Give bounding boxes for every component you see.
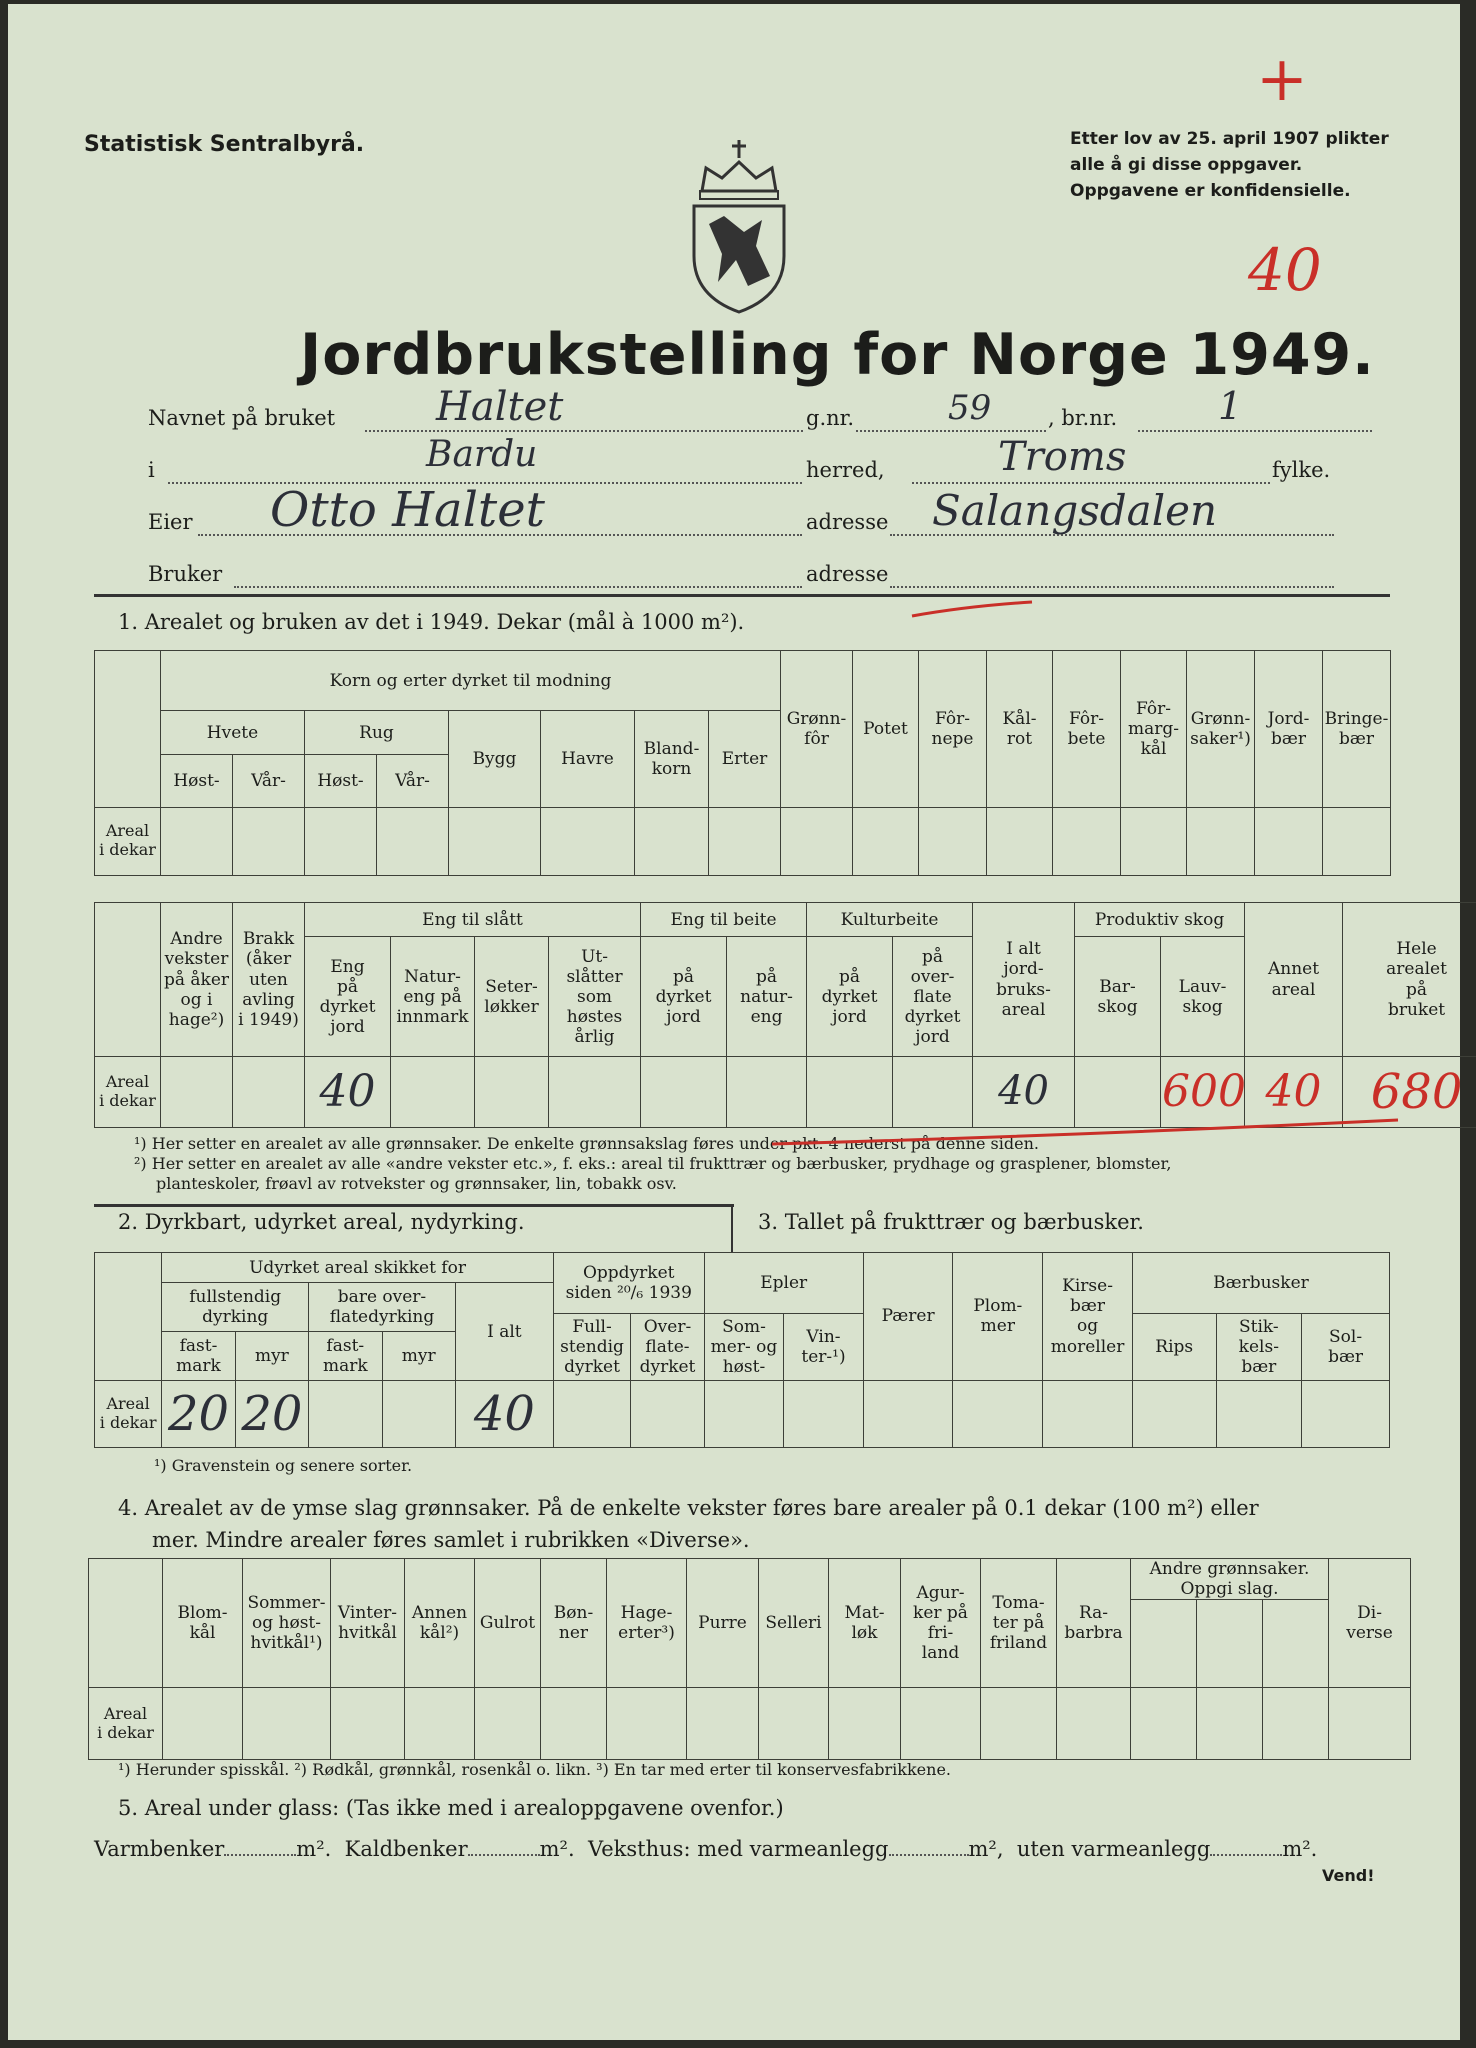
header-raspberry: Bringe- bær <box>1323 651 1391 808</box>
row-label-area: Areal i dekar <box>89 1688 163 1760</box>
turn-over-note: Vend! <box>1322 1866 1375 1885</box>
label-user: Bruker <box>148 562 223 586</box>
legal-line: alle å gi disse oppgaver. <box>1070 155 1303 175</box>
header-rhubarb: Ra- barbra <box>1057 1559 1131 1688</box>
label-brnr: , br.nr. <box>1048 406 1118 430</box>
header-blackcurrant: Sol- bær <box>1302 1313 1390 1380</box>
label-cold-frames: Kaldbenker <box>344 1837 468 1861</box>
header-beans: Bøn- ner <box>541 1559 607 1688</box>
header-grazing-natural: på natur- eng <box>727 937 807 1057</box>
header-summer-cabbage: Sommer- og høst- hvitkål¹) <box>243 1559 331 1688</box>
header-uncultivated: Udyrket areal skikket for <box>162 1253 554 1283</box>
header-swede: Kål- rot <box>987 651 1053 808</box>
header-vegetables: Grønn- saker¹) <box>1187 651 1255 808</box>
section-4-table <box>88 1558 1411 1760</box>
header-solid-ground: fast- mark <box>162 1332 235 1381</box>
header-pasture-surface: på over- flate dyrket jord <box>893 937 973 1057</box>
legal-line: Etter lov av 25. april 1907 plikter <box>1070 129 1389 149</box>
value-total-agricultural: 40 <box>973 1057 1075 1128</box>
value-other-area: 40 <box>1245 1057 1343 1128</box>
header-strawberry: Jord- bær <box>1255 651 1323 808</box>
label-user-address: adresse <box>806 562 889 586</box>
header-cherries: Kirse- bær og moreller <box>1043 1253 1133 1381</box>
header-gooseberry: Stik- kels- bær <box>1216 1313 1302 1380</box>
header-full-cultivation: fullstendig dyrking <box>162 1283 309 1332</box>
header-other-cabbage: Annen kål²) <box>405 1559 475 1688</box>
label-herred: herred, <box>806 458 885 482</box>
header-fully-cultivated: Full- stendig dyrket <box>553 1313 630 1380</box>
value-full-solid-ground: 20 <box>162 1380 235 1447</box>
label-i: i <box>148 458 155 482</box>
footnote: ²) Her setter en arealet av alle «andre vekster etc.», f. eks.: areal til frukttrær og bærbusker, prydhage og grasplener, blomster, <box>134 1154 1172 1173</box>
header-green-fodder: Grønn- fôr <box>781 651 853 808</box>
unit: m². <box>539 1837 575 1861</box>
unit: m². <box>1282 1837 1318 1861</box>
header-productive-forest: Produktiv skog <box>1075 903 1245 937</box>
header-celery: Selleri <box>759 1559 829 1688</box>
header-pasture-cultivated: på dyrket jord <box>807 937 893 1057</box>
value-deciduous-forest: 600 <box>1161 1057 1245 1128</box>
header-cauliflower: Blom- kål <box>163 1559 243 1688</box>
header-solid-ground: fast- mark <box>309 1332 382 1381</box>
header-redcurrant: Rips <box>1132 1313 1216 1380</box>
label-greenhouse-heated: Veksthus: med varmeanlegg <box>588 1837 889 1861</box>
header-fodder-beet: Fôr- bete <box>1053 651 1121 808</box>
header-cultivated-pasture: Kulturbeite <box>807 903 973 937</box>
value-meadow-cultivated: 40 <box>305 1057 391 1128</box>
form-title: Jordbrukstelling for Norge 1949. <box>300 322 1375 388</box>
header-summer-autumn-apples: Som- mer- og høst- <box>704 1313 784 1380</box>
red-annotation-plus: + <box>1256 42 1308 115</box>
address-value: Salangsdalen <box>932 486 1218 535</box>
farm-name-value: Haltet <box>436 384 564 430</box>
label-greenhouse-unheated: uten varmeanlegg <box>1016 1837 1211 1861</box>
header-winter: Høst- <box>161 755 233 807</box>
header-wheat: Hvete <box>161 711 305 755</box>
red-annotation-number: 40 <box>1248 236 1322 304</box>
header-deciduous-forest: Lauv- skog <box>1161 937 1245 1057</box>
section-1-title: 1. Arealet og bruken av det i 1949. Dekar (mål à 1000 m²). <box>118 610 745 634</box>
label-farm-name: Navnet på bruket <box>148 406 336 430</box>
header-surface-cultivated: Over- flate- dyrket <box>631 1313 704 1380</box>
label-fylke: fylke. <box>1272 458 1331 482</box>
header-fallow: Brakk (åker uten avling i 1949) <box>233 903 305 1057</box>
legal-line: Oppgavene er konfidensielle. <box>1070 181 1351 201</box>
row-label-area: Areal i dekar <box>95 1380 162 1447</box>
header-other-vegetables: Andre grønnsaker. Oppgi slag. <box>1131 1559 1329 1600</box>
county-value: Troms <box>998 434 1127 480</box>
red-underline-mark <box>768 1114 1408 1154</box>
header-apples: Epler <box>704 1253 863 1314</box>
header-oats: Havre <box>541 711 635 807</box>
row-label-area: Areal i dekar <box>95 807 161 875</box>
label-gnr: g.nr. <box>806 406 855 430</box>
section-2-3-table <box>94 1252 1390 1448</box>
legal-notice <box>1070 126 1389 204</box>
header-surface-cultivation: bare over- flatedyrking <box>309 1283 456 1332</box>
header-outfield-hay: Ut- slåtter som høstes årlig <box>549 937 641 1057</box>
header-fodder-turnip: Fôr- nepe <box>919 651 987 808</box>
header-total: I alt <box>455 1283 553 1381</box>
header-barley: Bygg <box>449 711 541 807</box>
header-leek: Purre <box>687 1559 759 1688</box>
red-stroke-mark <box>908 596 1038 626</box>
section-4-title-line: 4. Arealet av de ymse slag grønnsaker. På de enkelte vekster føres bare arealer på 0.1 dekar (100 m²) eller <box>118 1496 1259 1520</box>
header-natural-meadow: Natur- eng på innmark <box>391 937 475 1057</box>
header-plums: Plom- mer <box>953 1253 1043 1381</box>
footnote: planteskoler, frøavl av rotvekster og grønnsaker, lin, tobakk osv. <box>156 1174 677 1193</box>
section-1-table-b <box>94 902 1476 1128</box>
header-grazing-cultivated: på dyrket jord <box>641 937 727 1057</box>
header-spring: Vår- <box>233 755 305 807</box>
header-winter-apples: Vin- ter-¹) <box>784 1313 864 1380</box>
footnote: ¹) Her setter en arealet av alle grønnsaker. De enkelte grønnsakslag føres under pkt. 4 nederst på denne siden. <box>134 1134 1039 1153</box>
unit: m². <box>296 1837 332 1861</box>
header-meadow-cultivated: Eng på dyrket jord <box>305 937 391 1057</box>
section-4-title-line: mer. Mindre arealer føres samlet i rubrikken «Diverse». <box>152 1528 750 1552</box>
header-garden-peas: Hage- erter³) <box>607 1559 687 1688</box>
header-bog: myr <box>235 1332 308 1381</box>
unit: m², <box>968 1837 1004 1861</box>
brnr-value: 1 <box>1218 384 1243 428</box>
header-conifer-forest: Bar- skog <box>1075 937 1161 1057</box>
municipality-value: Bardu <box>426 434 538 475</box>
header-spring: Vår- <box>377 755 449 807</box>
value-full-bog: 20 <box>235 1380 308 1447</box>
header-winter-cabbage: Vinter- hvitkål <box>331 1559 405 1688</box>
header-tomato: Toma- ter på friland <box>981 1559 1057 1688</box>
value-uncultivated-total: 40 <box>455 1380 553 1447</box>
bureau-name: Statistisk Sentralbyrå. <box>84 132 365 157</box>
header-potato: Potet <box>853 651 919 808</box>
label-owner: Eier <box>148 510 193 534</box>
header-pears: Pærer <box>863 1253 953 1381</box>
section-1-table-a <box>94 650 1391 876</box>
header-winter: Høst- <box>305 755 377 807</box>
section-3-title: 3. Tallet på frukttrær og bærbusker. <box>758 1210 1144 1234</box>
header-mountain-pasture: Seter- løkker <box>475 937 549 1057</box>
header-grain: Korn og erter dyrket til modning <box>161 651 781 711</box>
section-2-footnote: ¹) Gravenstein og senere sorter. <box>154 1456 413 1475</box>
section-4-title <box>118 1492 1394 1556</box>
header-total-farm-area: Hele arealet på bruket <box>1343 903 1476 1057</box>
owner-value: Otto Haltet <box>270 482 545 538</box>
header-berry-bushes: Bærbusker <box>1132 1253 1389 1314</box>
header-other-crops: Andre vekster på åker og i hage²) <box>161 903 233 1057</box>
glass-area-line <box>94 1834 1394 1861</box>
header-meadow-grazing: Eng til beite <box>641 903 807 937</box>
label-hot-beds: Varmbenker <box>94 1837 225 1861</box>
header-total-agricultural: I alt jord- bruks- areal <box>973 903 1075 1057</box>
header-peas: Erter <box>709 711 781 807</box>
header-onion: Mat- løk <box>829 1559 901 1688</box>
header-carrot: Gulrot <box>475 1559 541 1688</box>
header-bog: myr <box>382 1332 455 1381</box>
header-other-area: Annet areal <box>1245 903 1343 1057</box>
header-rye: Rug <box>305 711 449 755</box>
header-mixed-grain: Bland- korn <box>635 711 709 807</box>
header-cucumber: Agur- ker på fri- land <box>901 1559 981 1688</box>
header-newly-cultivated: Oppdyrket siden ²⁰/₆ 1939 <box>553 1253 704 1314</box>
gnr-value: 59 <box>948 388 992 428</box>
header-miscellaneous: Di- verse <box>1329 1559 1411 1688</box>
label-address: adresse <box>806 510 889 534</box>
header-meadow-mowing: Eng til slått <box>305 903 641 937</box>
section-4-footnote: ¹) Herunder spisskål. ²) Rødkål, grønnkål, rosenkål o. likn. ³) En tar med erter til konservesfabrikkene. <box>118 1760 952 1779</box>
section-5-title: 5. Areal under glass: (Tas ikke med i arealoppgavene ovenfor.) <box>118 1796 784 1820</box>
census-form-page <box>8 4 1463 2040</box>
corner-cell <box>95 651 161 808</box>
header-marrow-kale: Fôr- marg- kål <box>1121 651 1187 808</box>
section-2-title: 2. Dyrkbart, udyrket areal, nydyrking. <box>118 1210 525 1234</box>
value-total-farm-area: 680 <box>1343 1057 1476 1128</box>
row-label-area: Areal i dekar <box>95 1057 161 1128</box>
coat-of-arms-emblem <box>684 136 794 316</box>
